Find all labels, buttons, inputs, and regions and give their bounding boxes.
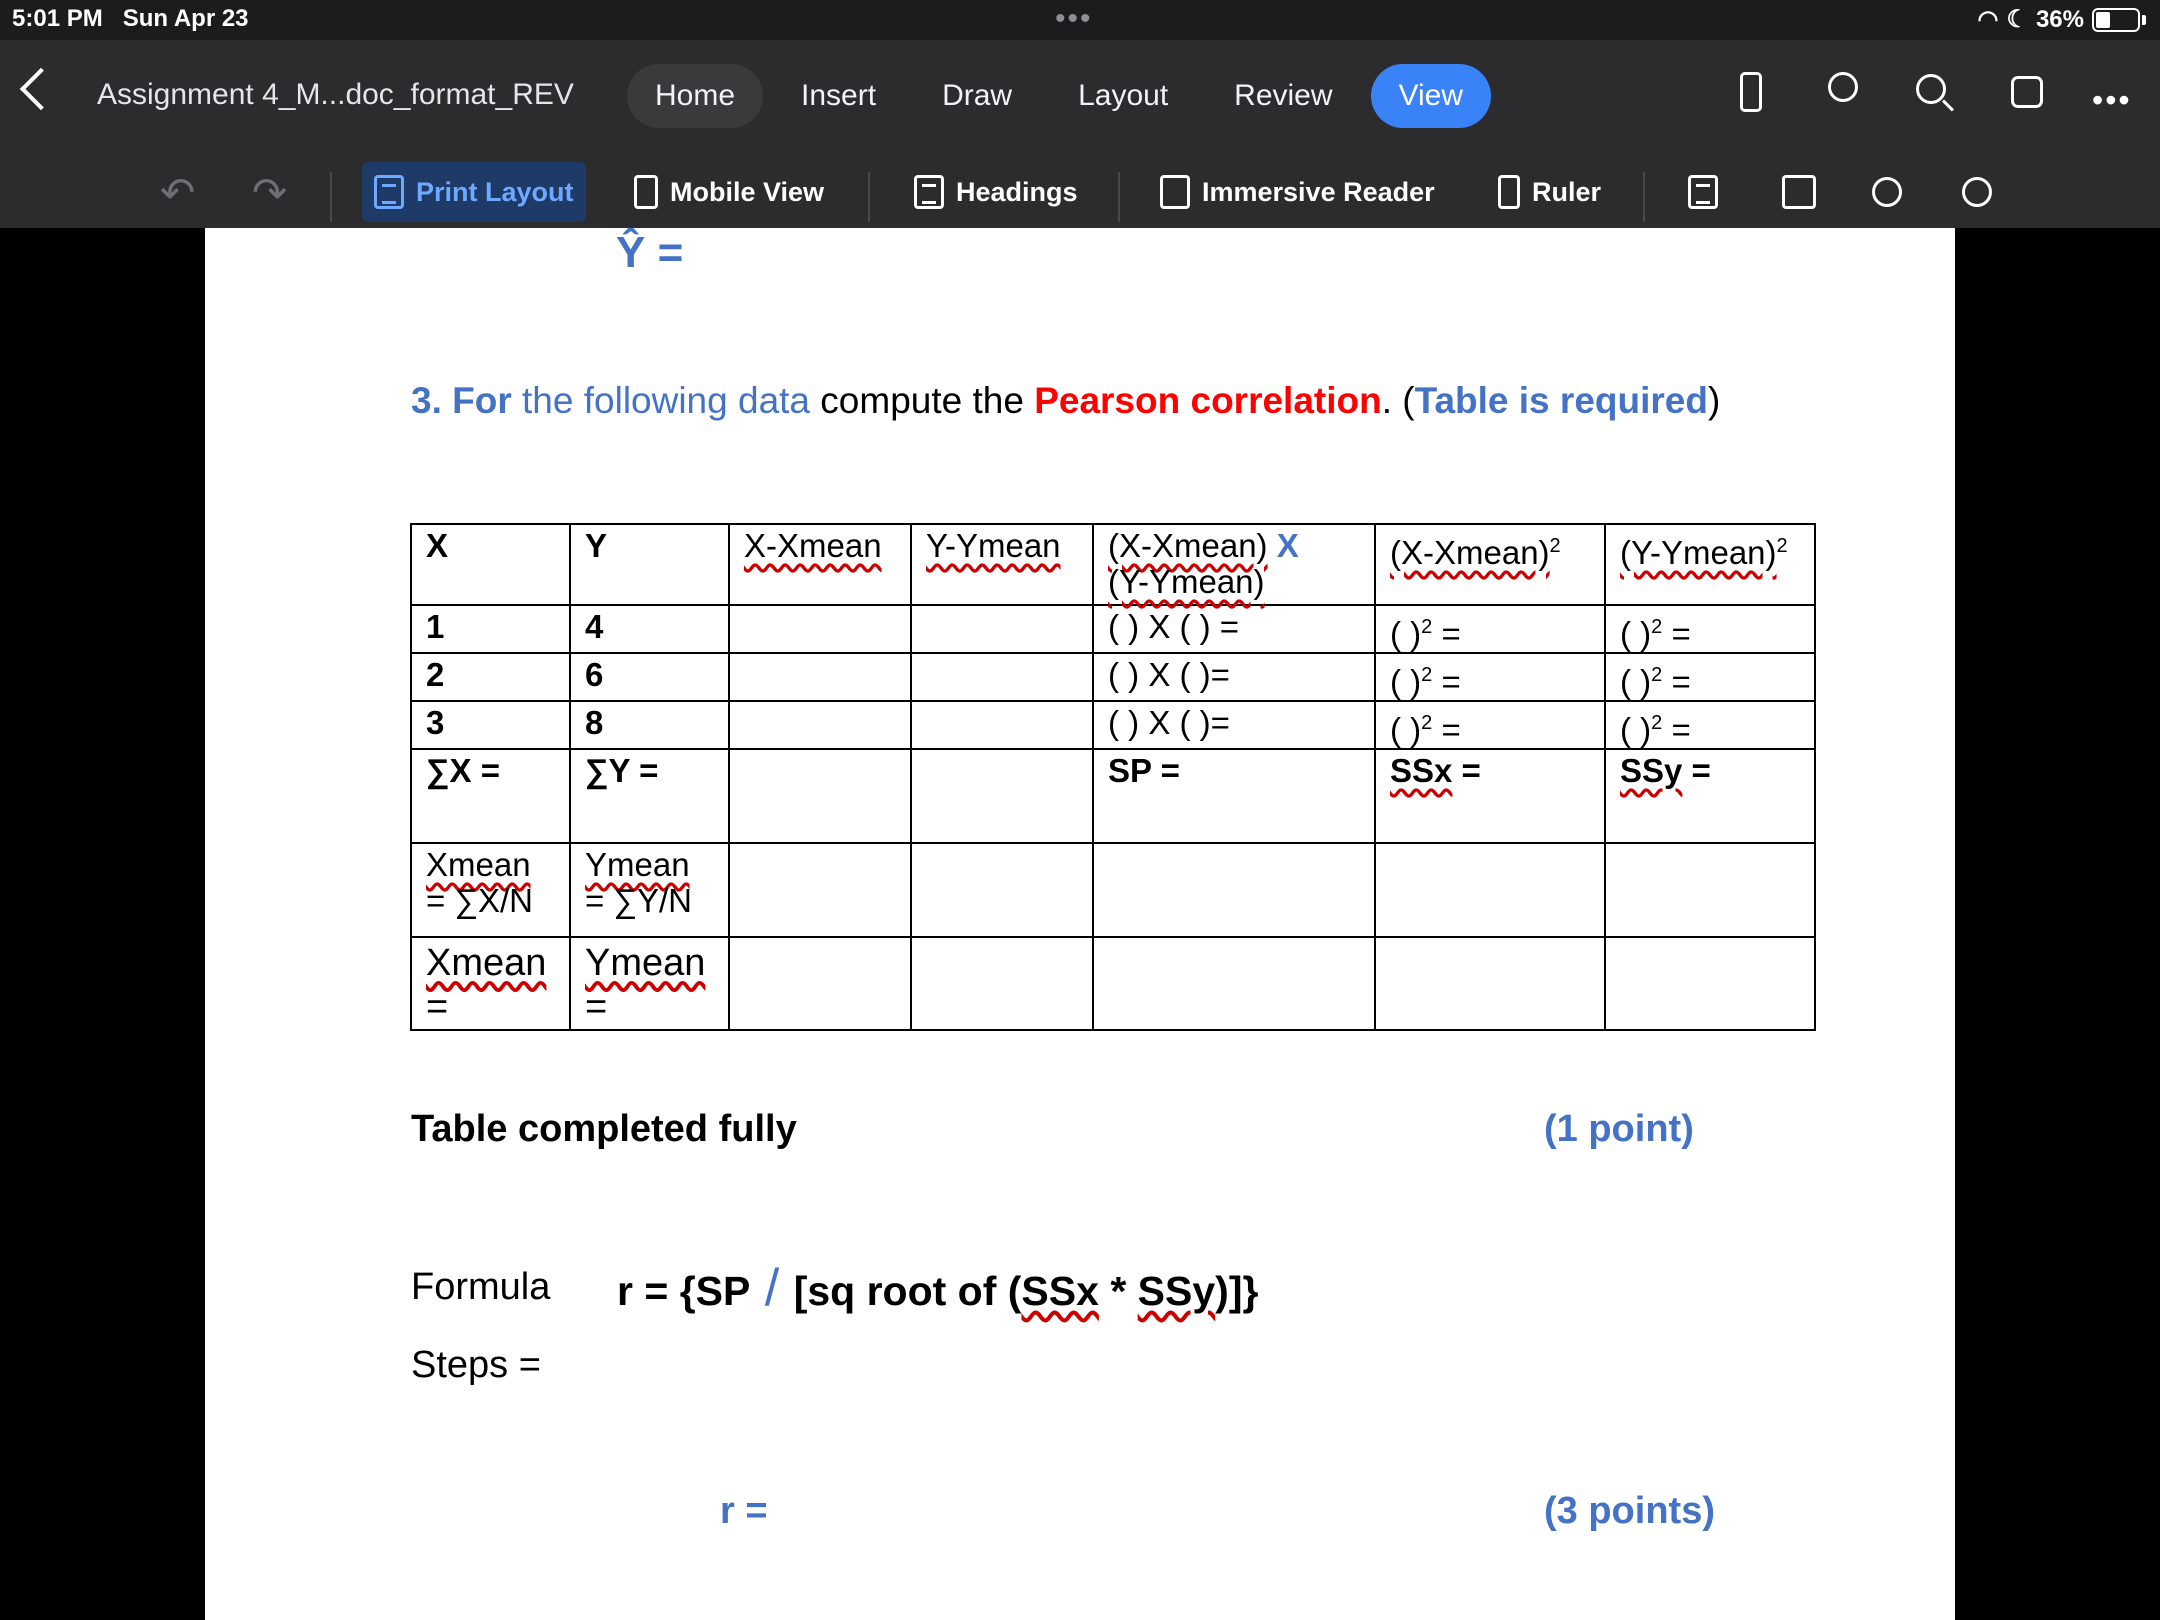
- cell-ydev[interactable]: [911, 605, 1093, 653]
- pearson-formula: r = {SP / [sq root of (SSx * SSy)]}: [617, 1259, 1259, 1317]
- cell-sqy[interactable]: ( )$^2$ =: [1605, 605, 1815, 653]
- undo-icon[interactable]: ↶: [160, 169, 196, 216]
- ribbon: [0, 40, 2160, 228]
- fit-page-icon: [1782, 175, 1816, 209]
- multitask-dots[interactable]: •••: [1055, 2, 1093, 35]
- header-ydev: Y-Ymean: [911, 524, 1093, 605]
- phone-icon[interactable]: [1728, 70, 1774, 116]
- cell-xmean-formula[interactable]: Xmean = ∑X/N: [411, 843, 570, 937]
- cell-empty[interactable]: [1605, 937, 1815, 1030]
- header-sqy: (Y-Ymean)$^2$: [1605, 524, 1815, 605]
- tab-draw[interactable]: Draw: [942, 79, 1013, 112]
- wifi-icon: ◠: [1977, 6, 1999, 33]
- cell-ydev[interactable]: [911, 701, 1093, 749]
- cell-x[interactable]: 1: [411, 605, 570, 653]
- cell-ymean-value[interactable]: Ymean =: [570, 937, 729, 1030]
- points-1: (1 point): [1544, 1108, 1694, 1150]
- table-mean-value-row: [411, 937, 1815, 1030]
- moon-icon: ☾: [2006, 6, 2028, 33]
- redo-icon[interactable]: ↷: [252, 169, 288, 216]
- battery-icon: [2092, 8, 2140, 32]
- cell-empty[interactable]: [729, 749, 911, 843]
- status-bar: [0, 0, 2160, 40]
- cell-empty[interactable]: [1375, 937, 1605, 1030]
- headings-button[interactable]: Headings: [902, 162, 1090, 222]
- tab-home[interactable]: Home: [627, 64, 763, 128]
- cell-xdev[interactable]: [729, 605, 911, 653]
- page-width-button[interactable]: [1676, 162, 1730, 222]
- tab-view[interactable]: View: [1371, 64, 1491, 128]
- cell-product[interactable]: ( ) X ( )=: [1093, 653, 1375, 701]
- header-xdev: X-Xmean: [729, 524, 911, 605]
- correlation-table: [410, 523, 1816, 1031]
- cell-xdev[interactable]: [729, 653, 911, 701]
- cell-sum-y[interactable]: ∑Y =: [570, 749, 729, 843]
- immersive-reader-button[interactable]: Immersive Reader: [1148, 162, 1447, 222]
- tab-layout[interactable]: Layout: [1078, 79, 1169, 112]
- cell-y[interactable]: 8: [570, 701, 729, 749]
- zoom-in-button[interactable]: [1860, 162, 1914, 222]
- zoom-in-icon: [1872, 177, 1902, 207]
- cell-x[interactable]: 2: [411, 653, 570, 701]
- cell-ymean-formula[interactable]: Ymean = ∑Y/N: [570, 843, 729, 937]
- cell-empty[interactable]: [1605, 843, 1815, 937]
- status-time: 5:01 PM Sun Apr 23: [12, 5, 249, 32]
- mobile-view-button[interactable]: Mobile View: [622, 162, 836, 222]
- cell-sum-x[interactable]: ∑X =: [411, 749, 570, 843]
- cell-empty[interactable]: [911, 937, 1093, 1030]
- back-chevron-icon[interactable]: [20, 68, 62, 110]
- header-sqx: (X-Xmean)$^2$: [1375, 524, 1605, 605]
- yhat-line: Ŷ =: [616, 228, 684, 277]
- points-3: (3 points): [1544, 1490, 1715, 1532]
- mobile-view-icon: [634, 175, 658, 209]
- cell-sqy[interactable]: ( )$^2$ =: [1605, 653, 1815, 701]
- cell-sqx[interactable]: ( )$^2$ =: [1375, 653, 1605, 701]
- immersive-reader-icon: [1160, 175, 1190, 209]
- tab-review[interactable]: Review: [1234, 79, 1333, 112]
- page-width-icon: [1688, 175, 1718, 209]
- cell-sp[interactable]: SP =: [1093, 749, 1375, 843]
- fit-page-button[interactable]: [1770, 162, 1828, 222]
- zoom-out-icon: [1962, 177, 1992, 207]
- toolbar-right-icons: [1728, 70, 2050, 116]
- cell-product[interactable]: ( ) X ( ) =: [1093, 605, 1375, 653]
- cell-y[interactable]: 6: [570, 653, 729, 701]
- cell-xdev[interactable]: [729, 701, 911, 749]
- tab-insert[interactable]: Insert: [801, 79, 877, 112]
- cell-empty[interactable]: [729, 937, 911, 1030]
- table-mean-formula-row: [411, 843, 1815, 937]
- more-icon[interactable]: •••: [2092, 82, 2132, 118]
- cell-empty[interactable]: [911, 749, 1093, 843]
- ribbon-tabs: [627, 64, 1491, 128]
- table-header-row: [411, 524, 1815, 605]
- print-layout-icon: [374, 175, 404, 209]
- table-sum-row: [411, 749, 1815, 843]
- cell-ssy[interactable]: SSy =: [1605, 749, 1815, 843]
- table-completed-label: Table completed fully: [411, 1108, 797, 1150]
- question-3: 3. For the following data compute the Pearson correlation. (Table is required): [411, 380, 1721, 421]
- status-right: [1977, 5, 2146, 34]
- cell-empty[interactable]: [1375, 843, 1605, 937]
- header-y: Y: [570, 524, 729, 605]
- headings-icon: [914, 175, 944, 209]
- table-row: [411, 605, 1815, 653]
- cell-empty[interactable]: [1093, 937, 1375, 1030]
- cell-sqy[interactable]: ( )$^2$ =: [1605, 701, 1815, 749]
- cell-y[interactable]: 4: [570, 605, 729, 653]
- cell-empty[interactable]: [729, 843, 911, 937]
- ruler-button[interactable]: Ruler: [1486, 162, 1613, 222]
- cell-product[interactable]: ( ) X ( )=: [1093, 701, 1375, 749]
- table-row: [411, 701, 1815, 749]
- r-result: r =: [720, 1490, 768, 1532]
- cell-sqx[interactable]: ( )$^2$ =: [1375, 605, 1605, 653]
- share-icon[interactable]: [2004, 70, 2050, 116]
- cell-sqx[interactable]: ( )$^2$ =: [1375, 701, 1605, 749]
- formula-label: Formula: [411, 1266, 551, 1308]
- search-icon[interactable]: [1912, 70, 1958, 116]
- cell-x[interactable]: 3: [411, 701, 570, 749]
- cell-empty[interactable]: [911, 843, 1093, 937]
- cell-ydev[interactable]: [911, 653, 1093, 701]
- cell-empty[interactable]: [1093, 843, 1375, 937]
- ruler-icon: [1498, 175, 1520, 209]
- lightbulb-icon[interactable]: [1820, 70, 1866, 116]
- view-toolbar: [0, 150, 2160, 228]
- document-title[interactable]: Assignment 4_M...doc_format_REV: [97, 78, 574, 111]
- print-layout-button[interactable]: Print Layout: [362, 162, 586, 222]
- battery-percent: 36%: [2035, 5, 2084, 33]
- header-x: X: [411, 524, 570, 605]
- cell-ssx[interactable]: SSx =: [1375, 749, 1605, 843]
- document-page[interactable]: [205, 228, 1955, 1620]
- steps-label: Steps =: [411, 1344, 541, 1386]
- zoom-out-button[interactable]: [1950, 162, 2004, 222]
- cell-xmean-value[interactable]: Xmean =: [411, 937, 570, 1030]
- header-product: (X-Xmean) X (Y-Ymean): [1093, 524, 1375, 605]
- table-row: [411, 653, 1815, 701]
